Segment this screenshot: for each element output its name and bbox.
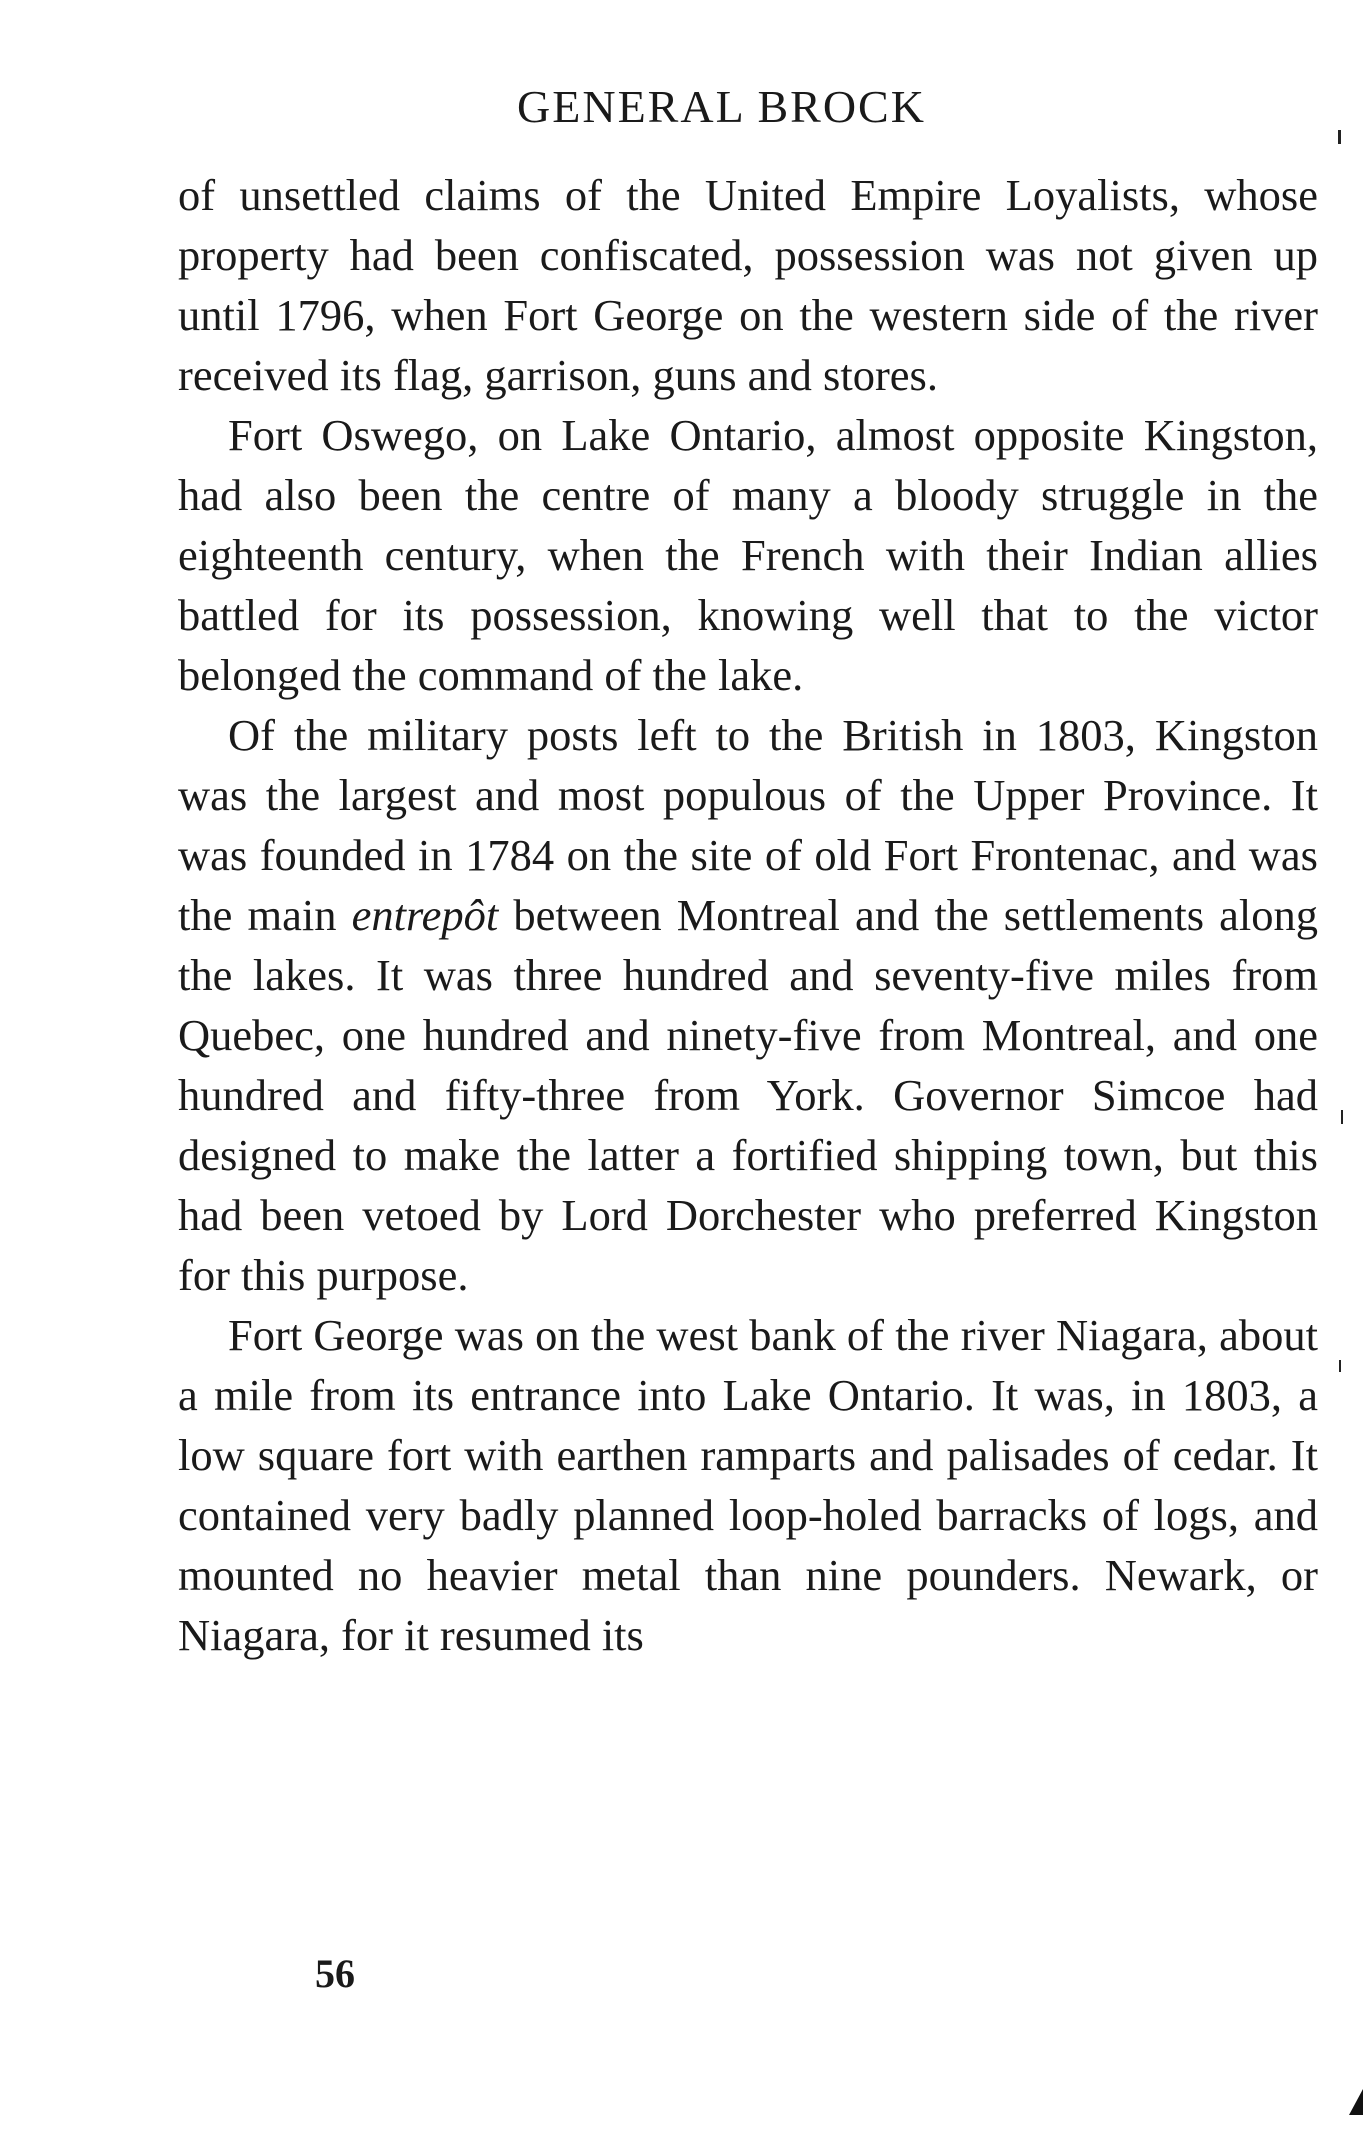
scan-speck (1341, 1110, 1343, 1124)
text-run: Fort George was on the west bank of the river Niagara, about a mile from its entrance into Lake Ontario. It was, in 1803, a low square fort with earthen ramparts and palisades of cedar. It contained very badly planned loop-holed barracks of logs, and mounted no heavier metal than nine pounders. Newark, or Niagara, for it resumed its (178, 1310, 1318, 1660)
page-number: 56 (315, 1951, 355, 1996)
italic-term: entrepôt (351, 890, 499, 940)
text-run: of unsettled claims of the United Empire Loyalists, whose property had been confiscated, possession was not given up until 1796, when Fort George on the western side of the river received its flag, garrison, guns and stores. (178, 170, 1318, 400)
scan-speck (1339, 1360, 1341, 1372)
paragraph (178, 705, 1318, 1305)
scan-corner-mark (1349, 2089, 1363, 2115)
paragraph (178, 405, 1318, 705)
text-run: Fort Oswego, on Lake Ontario, almost opposite Kingston, had also been the centre of many a bloody struggle in the eighteenth century, when the French with their Indian allies battled for its possession, knowing well that to the victor belonged the command of the lake. (178, 410, 1318, 700)
paragraph (178, 165, 1318, 405)
text-run: between Montreal and the settlements along the lakes. It was three hundred and seventy-five miles from Quebec, one hundred and ninety-five from Montreal, and one hundred and fifty-three from York. Governor Simcoe had designed to make the latter a fortified shipping town, but this had been vetoed by Lord Dorchester who preferred Kingston for this purpose. (178, 890, 1318, 1300)
running-head: GENERAL BROCK (517, 81, 926, 132)
text-run: Of the military posts left to the British in 1803, Kingston was the largest and most populous of the Upper Province. It was founded in 1784 on the site of old Fort Frontenac, and was the main (178, 710, 1318, 940)
scan-speck (1338, 130, 1341, 144)
body-text (178, 165, 1318, 1665)
paragraph (178, 1305, 1318, 1665)
